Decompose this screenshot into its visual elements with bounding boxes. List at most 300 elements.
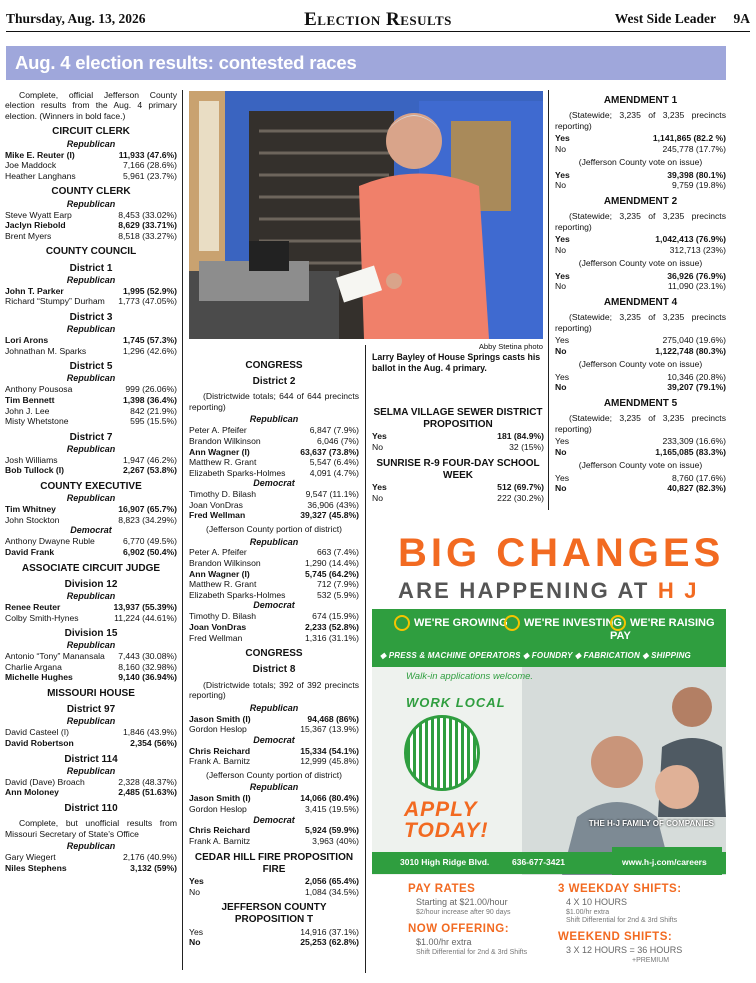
- vote-total: 11,090 (23.1%): [667, 281, 726, 292]
- race-block: [189, 902, 359, 948]
- vote-total: 63,637 (73.8%): [300, 446, 359, 457]
- race-block: [555, 398, 726, 494]
- weekend-line: 3 X 12 HOURS = 36 HOURS: [566, 945, 683, 955]
- vote-total: 11,933 (47.6%): [118, 149, 177, 160]
- results-column-2: [189, 355, 359, 948]
- vote-total: 5,547 (6.4%): [309, 457, 359, 468]
- vote-total: 9,759 (19.8%): [672, 180, 726, 191]
- race-block: [372, 458, 544, 504]
- vote-total: 7,166 (28.6%): [123, 160, 177, 171]
- results-column-4: [555, 90, 726, 494]
- vote-total: 512 (69.7%): [497, 481, 544, 492]
- result-row: [5, 160, 177, 171]
- vote-total: 14,916 (37.1%): [300, 926, 359, 937]
- race-district: District 2: [252, 376, 296, 388]
- race-block: [5, 432, 177, 476]
- result-row: [5, 777, 177, 788]
- vote-total: 8,160 (32.98%): [118, 661, 177, 672]
- result-row: [189, 500, 359, 511]
- result-row: [189, 447, 359, 458]
- result-row: [189, 804, 359, 815]
- result-row: [555, 144, 726, 155]
- vote-total: 1,846 (43.9%): [123, 727, 177, 738]
- race-note: (Statewide; 3,235 of 3,235 precincts reporting): [555, 312, 726, 333]
- candidate-name: Brent Myers: [5, 230, 52, 241]
- candidate-name: Joan VonDras: [189, 622, 247, 633]
- candidate-name: Steve Wyatt Earp: [5, 209, 72, 220]
- candidate-name: Lori Arons: [5, 335, 49, 346]
- vote-total: 15,334 (54.1%): [300, 745, 359, 756]
- race-title: ASSOCIATE CIRCUIT JUDGE: [21, 562, 161, 574]
- result-row: [189, 756, 359, 767]
- result-row: [5, 672, 177, 683]
- masthead: [6, 8, 750, 32]
- candidate-name: Elizabeth Sparks-Holmes: [189, 589, 286, 600]
- race-block: [5, 688, 177, 749]
- phone: 636-677-3421: [512, 857, 565, 867]
- candidate-name: Michelle Hughes: [5, 672, 73, 683]
- vote-total: 222 (30.2%): [497, 492, 544, 503]
- candidate-name: Yes: [555, 436, 570, 447]
- candidate-name: Yes: [189, 926, 204, 937]
- vote-total: 275,040 (19.6%): [662, 335, 726, 346]
- vote-total: 8,518 (33.27%): [118, 230, 177, 241]
- race-note: (Statewide; 3,235 of 3,235 precincts reporting): [555, 413, 726, 434]
- party-label: Democrat: [253, 600, 295, 611]
- candidate-name: David Robertson: [5, 737, 74, 748]
- candidate-name: No: [189, 937, 201, 948]
- result-row: [5, 465, 177, 476]
- vote-total: 5,745 (64.2%): [305, 568, 359, 579]
- vote-total: 32 (15%): [509, 441, 544, 452]
- vote-total: 1,947 (46.2%): [123, 454, 177, 465]
- result-row: [555, 436, 726, 447]
- party-label: Republican: [249, 536, 299, 547]
- vote-total: 94,468 (86%): [307, 713, 359, 724]
- result-row: [555, 447, 726, 458]
- county-note: (Jefferson County portion of district): [206, 524, 342, 535]
- candidate-name: No: [189, 886, 200, 897]
- county-note: (Jefferson County portion of district): [206, 769, 342, 780]
- race-note: (Districtwide totals; 644 of 644 precincts reporting): [189, 391, 359, 412]
- voter-photo-illustration: [189, 91, 543, 339]
- candidate-name: Gordon Heslop: [189, 803, 247, 814]
- race-title: CONGRESS: [245, 360, 303, 371]
- vote-total: 6,770 (49.5%): [123, 536, 177, 547]
- race-district: District 114: [64, 753, 118, 765]
- vote-total: 13,937 (55.39%): [113, 601, 177, 612]
- result-row: [189, 425, 359, 436]
- result-row: [5, 346, 177, 357]
- result-row: [5, 863, 177, 874]
- race-title: AMENDMENT 2: [603, 196, 678, 208]
- result-row: [189, 510, 359, 521]
- vote-total: 181 (84.9%): [497, 431, 544, 442]
- vote-total: 1,290 (14.4%): [305, 558, 359, 569]
- vote-total: 674 (15.9%): [312, 611, 359, 622]
- column-rule: [365, 345, 366, 973]
- ad-contact-bar: [372, 852, 726, 874]
- result-row: [189, 547, 359, 558]
- race-title: COUNTY CLERK: [51, 186, 131, 198]
- race-block: [189, 360, 359, 643]
- result-row: [189, 611, 359, 622]
- candidate-name: Timothy D. Bilash: [189, 489, 257, 500]
- careers-link[interactable]: www.h-j.com/careers: [622, 857, 707, 867]
- vote-total: 4,091 (4.7%): [309, 467, 359, 478]
- vote-total: 1,122,748 (80.3%): [655, 345, 726, 356]
- party-label: Democrat: [253, 814, 295, 825]
- vote-total: 10,346 (20.8%): [667, 371, 726, 382]
- result-row: [555, 346, 726, 357]
- candidate-name: David (Dave) Broach: [5, 776, 85, 787]
- result-row: [5, 662, 177, 673]
- vote-total: 3,963 (40%): [312, 836, 359, 847]
- vote-total: 2,485 (51.63%): [118, 787, 177, 798]
- offering-title: NOW OFFERING:: [408, 923, 510, 935]
- candidate-name: Mike E. Reuter (I): [5, 149, 75, 160]
- party-label: Democrat: [253, 478, 295, 489]
- candidate-name: Richard “Stumpy” Durham: [5, 296, 105, 307]
- race-district: Division 12: [64, 578, 118, 590]
- column-rule: [182, 90, 183, 970]
- candidate-name: Chris Reichard: [189, 745, 251, 756]
- hj-family-logo: THE H-J FAMILY OF COMPANIES: [588, 819, 714, 828]
- vote-total: 25,253 (62.8%): [300, 937, 359, 948]
- candidate-name: No: [555, 143, 566, 154]
- weekend-title: WEEKEND SHIFTS:: [558, 931, 673, 943]
- race-block: [555, 196, 726, 292]
- ad-subline: ARE HAPPENING AT H J: [398, 578, 699, 603]
- candidate-name: Niles Stephens: [5, 862, 67, 873]
- result-row: [5, 455, 177, 466]
- result-row: [189, 937, 359, 948]
- candidate-name: Johnathan M. Sparks: [5, 345, 87, 356]
- people-icon: [504, 615, 520, 631]
- candidate-name: Elizabeth Sparks-Holmes: [189, 467, 286, 478]
- result-row: [189, 558, 359, 569]
- candidate-name: Renee Reuter: [5, 601, 61, 612]
- candidate-name: Charlie Argana: [5, 661, 62, 672]
- result-row: [5, 231, 177, 242]
- candidate-name: Anthony Pousosa: [5, 384, 73, 395]
- race-district: District 7: [69, 431, 113, 443]
- race-district: Division 15: [64, 628, 118, 640]
- pay-rate-line: Starting at $21.00/hour: [416, 897, 508, 907]
- vote-total: 2,267 (53.8%): [123, 465, 177, 476]
- weekday-title: 3 WEEKDAY SHIFTS:: [558, 883, 682, 895]
- party-label: Democrat: [70, 525, 112, 536]
- candidate-name: No: [555, 382, 567, 393]
- work-local: WORK LOCAL: [406, 695, 506, 710]
- race-title: JEFFERSON COUNTY PROPOSITION T: [221, 902, 327, 926]
- result-row: [189, 887, 359, 898]
- result-row: [5, 547, 177, 558]
- candidate-name: David Frank: [5, 546, 55, 557]
- candidate-name: No: [555, 180, 566, 191]
- race-block: [372, 407, 544, 453]
- result-row: [555, 483, 726, 494]
- result-row: [555, 335, 726, 346]
- race-block: [5, 628, 177, 683]
- result-row: [189, 622, 359, 633]
- weekend-premium: +PREMIUM: [632, 957, 670, 964]
- candidate-name: No: [555, 281, 566, 292]
- party-label: Democrat: [253, 734, 295, 745]
- candidate-name: Tim Bennett: [5, 394, 55, 405]
- vote-total: 36,926 (76.9%): [667, 270, 726, 281]
- county-note: (Jefferson County vote on issue): [578, 359, 703, 370]
- race-district: District 110: [64, 802, 118, 814]
- result-row: [555, 180, 726, 191]
- candidate-name: Peter A. Pfeifer: [189, 547, 247, 558]
- vote-total: 1,995 (52.9%): [123, 285, 177, 296]
- result-row: [189, 569, 359, 580]
- result-row: [5, 504, 177, 515]
- result-row: [189, 457, 359, 468]
- result-row: [5, 395, 177, 406]
- candidate-name: Tim Whitney: [5, 504, 56, 515]
- party-label: Republican: [66, 841, 116, 852]
- candidate-name: Yes: [372, 481, 387, 492]
- candidate-name: No: [555, 345, 567, 356]
- result-row: [5, 613, 177, 624]
- candidate-name: Timothy D. Bilash: [189, 611, 257, 622]
- vote-total: 1,141,865 (82.2 %): [652, 133, 726, 144]
- candidate-name: Yes: [189, 876, 204, 887]
- party-label: Republican: [249, 702, 299, 713]
- race-block: [555, 95, 726, 191]
- vote-total: 12,999 (45.8%): [300, 756, 359, 767]
- vote-total: 39,207 (79.1%): [667, 382, 726, 393]
- vote-total: 1,745 (57.3%): [123, 335, 177, 346]
- result-row: [5, 602, 177, 613]
- race-block: [5, 803, 177, 873]
- race-title: COUNTY COUNCIL: [45, 246, 137, 258]
- growing-badge: WE'RE GROWING: [394, 615, 508, 631]
- result-row: [5, 787, 177, 798]
- result-row: [189, 579, 359, 590]
- candidate-name: Fred Wellman: [189, 632, 243, 643]
- party-label: Republican: [66, 198, 116, 209]
- weekday-line: 4 X 10 HOURS: [566, 897, 628, 907]
- vote-total: 36,906 (43%): [307, 499, 359, 510]
- vote-total: 1,042,413 (76.9%): [655, 234, 726, 245]
- result-row: [5, 335, 177, 346]
- race-title: AMENDMENT 5: [603, 398, 678, 410]
- dollar-icon: [610, 615, 626, 631]
- race-title: CEDAR HILL FIRE PROPOSITION FIRE: [194, 851, 354, 875]
- candidate-name: Colby Smith-Hynes: [5, 612, 79, 623]
- result-row: [5, 406, 177, 417]
- vote-total: 6,902 (50.4%): [123, 546, 177, 557]
- vote-total: 9,140 (36.94%): [118, 672, 177, 683]
- race-district: District 8: [252, 664, 296, 676]
- candidate-name: No: [555, 446, 567, 457]
- candidate-name: Yes: [555, 472, 570, 483]
- result-row: [189, 836, 359, 847]
- result-row: [555, 133, 726, 144]
- candidate-name: Frank A. Barnitz: [189, 756, 251, 767]
- column-rule: [548, 90, 549, 510]
- race-block: [189, 648, 359, 846]
- race-district: District 1: [69, 262, 113, 274]
- candidate-name: Matthew R. Grant: [189, 579, 257, 590]
- vote-total: 8,823 (34.29%): [118, 514, 177, 525]
- vote-total: 2,233 (52.8%): [305, 622, 359, 633]
- result-row: [5, 515, 177, 526]
- party-label: Republican: [66, 590, 116, 601]
- section-title: Election Results: [304, 9, 452, 30]
- raising-pay-badge: WE'RE RAISING PAY: [610, 616, 715, 642]
- vote-total: 1,084 (34.5%): [305, 886, 359, 897]
- result-row: [555, 473, 726, 484]
- photo-credit: Abby Stetina photo: [478, 342, 543, 351]
- headline-banner: [6, 46, 726, 80]
- candidate-name: Anthony Dwayne Ruble: [5, 536, 95, 547]
- candidate-name: Joe Maddock: [5, 160, 57, 171]
- candidate-name: Yes: [555, 335, 570, 346]
- address: 3010 High Ridge Blvd.: [400, 857, 490, 867]
- apply-today: APPLY TODAY!: [404, 798, 489, 842]
- race-note: (Statewide; 3,235 of 3,235 precincts reporting): [555, 110, 726, 131]
- result-row: [372, 442, 544, 453]
- vote-total: 1,773 (47.05%): [118, 296, 177, 307]
- vote-total: 532 (5.9%): [316, 589, 359, 600]
- vote-total: 1,316 (31.1%): [305, 632, 359, 643]
- race-block: [5, 481, 177, 558]
- result-row: [372, 493, 544, 504]
- vote-total: 5,961 (23.7%): [123, 170, 177, 181]
- hj-logo-text: H J: [657, 578, 699, 603]
- candidate-name: John T. Parker: [5, 285, 64, 296]
- page-number: 9A: [733, 11, 750, 26]
- party-label: Republican: [66, 765, 116, 776]
- candidate-name: Yes: [555, 169, 570, 180]
- result-row: [5, 150, 177, 161]
- result-row: [189, 793, 359, 804]
- race-district: District 3: [69, 311, 113, 323]
- candidate-name: No: [555, 483, 567, 494]
- result-row: [555, 271, 726, 282]
- race-title: AMENDMENT 4: [603, 297, 678, 309]
- party-label: Republican: [66, 324, 116, 335]
- race-title: COUNTY EXECUTIVE: [40, 481, 142, 493]
- race-block: [555, 297, 726, 393]
- growth-chart-icon: [394, 615, 410, 631]
- party-label: Republican: [249, 782, 299, 793]
- vote-total: 2,176 (40.9%): [123, 852, 177, 863]
- result-row: [555, 245, 726, 256]
- candidate-name: Yes: [555, 234, 570, 245]
- vote-total: 8,453 (33.02%): [118, 209, 177, 220]
- candidate-name: Jaclyn Riebold: [5, 220, 66, 231]
- candidate-name: Brandon Wilkinson: [189, 435, 261, 446]
- ad-benefits-band: [372, 609, 726, 667]
- candidate-name: John Stockton: [5, 514, 60, 525]
- result-row: [5, 651, 177, 662]
- offering-line: $1.00/hr extra: [416, 937, 472, 947]
- party-label: Republican: [66, 373, 116, 384]
- vote-total: 8,760 (17.6%): [672, 472, 726, 483]
- candidate-name: Yes: [555, 371, 570, 382]
- candidate-name: Fred Wellman: [189, 510, 246, 521]
- result-row: [555, 372, 726, 383]
- party-label: Republican: [66, 493, 116, 504]
- race-block: [5, 186, 177, 241]
- candidate-name: Ann Moloney: [5, 787, 59, 798]
- candidate-name: Misty Whetstone: [5, 416, 69, 427]
- vote-total: 9,547 (11.1%): [305, 489, 359, 500]
- results-column-3: [372, 402, 544, 503]
- candidate-name: Antonio “Tony” Manansala: [5, 651, 105, 662]
- race-title: CIRCUIT CLERK: [52, 126, 130, 138]
- result-row: [5, 852, 177, 863]
- vote-total: 999 (26.06%): [125, 384, 177, 395]
- candidate-name: Yes: [372, 431, 387, 442]
- result-row: [5, 738, 177, 749]
- result-row: [5, 384, 177, 395]
- vote-total: 39,327 (45.8%): [300, 510, 359, 521]
- photo-caption: Larry Bayley of House Springs casts his ballot in the Aug. 4 primary.: [372, 352, 541, 373]
- result-row: [555, 234, 726, 245]
- vote-total: 712 (7.9%): [316, 579, 359, 590]
- county-note: (Jefferson County vote on issue): [578, 157, 703, 168]
- result-row: [189, 468, 359, 479]
- vote-total: 16,907 (65.7%): [118, 504, 177, 515]
- result-row: [5, 727, 177, 738]
- result-row: [189, 714, 359, 725]
- party-label: Republican: [249, 414, 299, 425]
- race-district: District 5: [69, 361, 113, 373]
- result-row: [5, 210, 177, 221]
- party-label: Republican: [66, 640, 116, 651]
- vote-total: 3,132 (59%): [130, 862, 177, 873]
- paper-name: West Side Leader: [614, 11, 716, 26]
- vote-total: 1,165,085 (83.3%): [655, 446, 726, 457]
- vote-total: 6,046 (7%): [316, 435, 359, 446]
- investing-badge: WE'RE INVESTING: [504, 615, 622, 631]
- intro-text: Complete, official Jefferson County election results from the Aug. 4 primary election. (Winners in bold face.): [5, 90, 177, 121]
- vote-total: 11,224 (44.61%): [114, 612, 177, 623]
- race-note: (Statewide; 3,235 of 3,235 precincts reporting): [555, 211, 726, 232]
- result-row: [5, 171, 177, 182]
- ad-headline: BIG CHANGES: [398, 531, 725, 575]
- vote-total: 39,398 (80.1%): [667, 169, 726, 180]
- candidate-name: Bob Tullock (I): [5, 465, 65, 476]
- vote-total: 7,443 (30.08%): [118, 651, 177, 662]
- candidate-name: Gordon Heslop: [189, 724, 247, 735]
- race-title: MISSOURI HOUSE: [47, 688, 135, 700]
- candidate-name: No: [372, 492, 383, 503]
- vote-total: 233,309 (16.6%): [662, 436, 726, 447]
- candidate-name: Brandon Wilkinson: [189, 558, 261, 569]
- county-note: (Jefferson County vote on issue): [578, 258, 703, 269]
- candidate-name: Yes: [555, 133, 570, 144]
- result-row: [5, 536, 177, 547]
- vote-total: 6,847 (7.9%): [309, 425, 359, 436]
- headline: Aug. 4 election results: contested races: [15, 52, 357, 73]
- issue-date: Thursday, Aug. 13, 2026: [6, 11, 146, 26]
- qr-code-icon[interactable]: [404, 715, 480, 791]
- vote-total: 5,924 (59.9%): [305, 825, 359, 836]
- candidate-name: Ann Wagner (I): [189, 446, 250, 457]
- candidate-name: Yes: [555, 270, 570, 281]
- result-row: [372, 482, 544, 493]
- candidate-name: Ann Wagner (I): [189, 568, 250, 579]
- race-title: SUNRISE R-9 FOUR-DAY SCHOOL WEEK: [376, 457, 540, 481]
- candidate-name: Jason Smith (I): [189, 713, 251, 724]
